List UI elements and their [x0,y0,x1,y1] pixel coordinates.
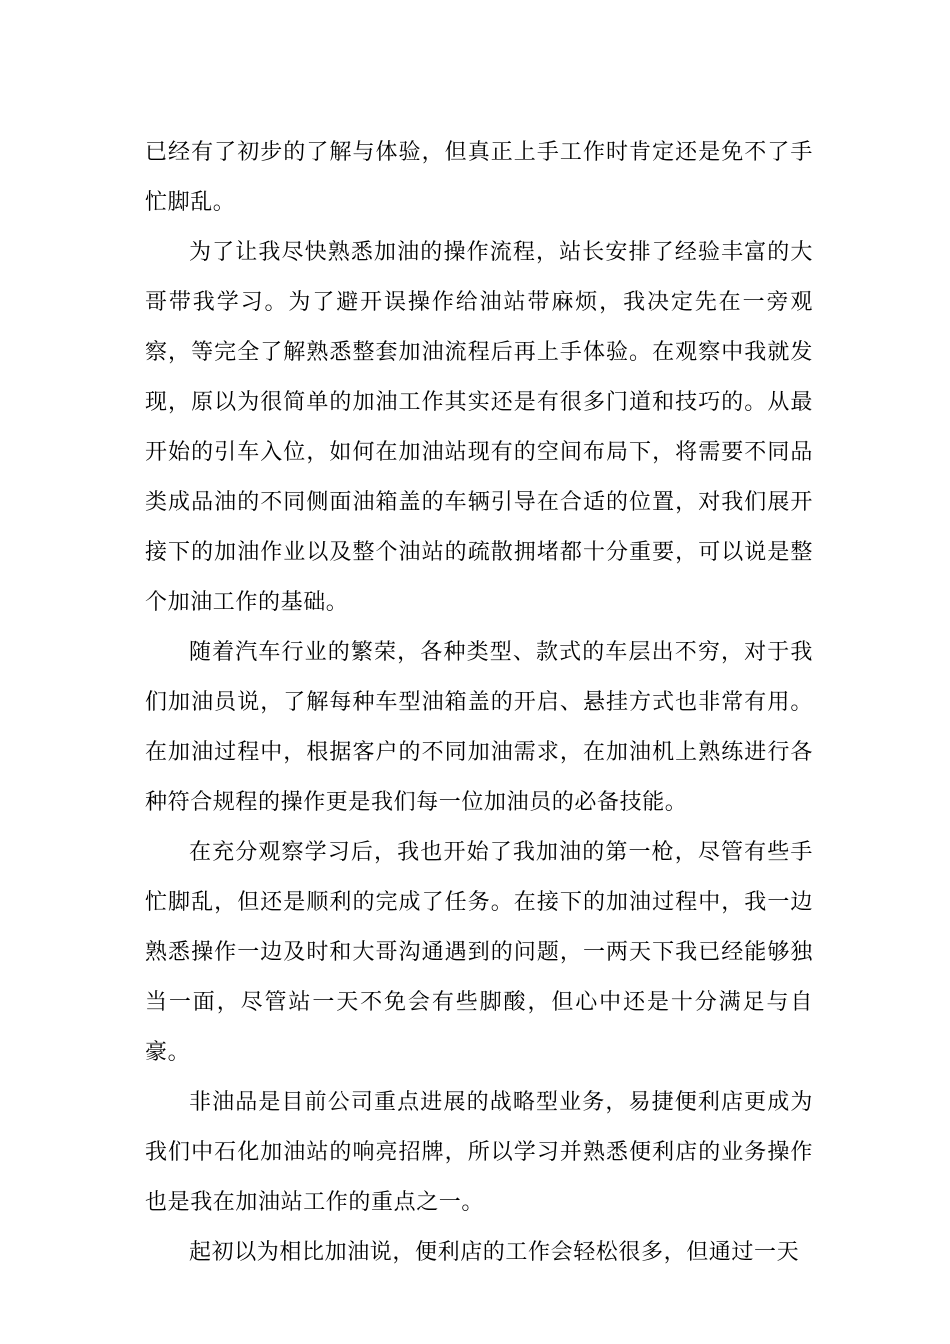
document-body [145,128,813,1278]
paragraph-3: 随着汽车行业的繁荣，各种类型、款式的车层出不穷，对于我们加油员说，了解每种车型油箱盖的开启、悬挂方式也非常有用。在加油过程中，根据客户的不同加油需求，在加油机上熟练进行各种符合规程的操作更是我们每一位加油员的必备技能。 [145,640,813,815]
paragraph-2: 为了让我尽快熟悉加油的操作流程，站长安排了经验丰富的大哥带我学习。为了避开误操作给油站带麻烦，我决定先在一旁观察，等完全了解熟悉整套加油流程后再上手体验。在观察中我就发现，原以为很简单的加油工作其实还是有很多门道和技巧的。从最开始的引车入位，如何在加油站现有的空间布局下，将需要不同品类成品油的不同侧面油箱盖的车辆引导在合适的位置，对我们展开接下的加油作业以及整个油站的疏散拥堵都十分重要，可以说是整个加油工作的基础。 [145,240,813,615]
paragraph-1: 已经有了初步的了解与体验，但真正上手工作时肯定还是免不了手忙脚乱。 [145,140,813,215]
paragraph-5: 非油品是目前公司重点进展的战略型业务，易捷便利店更成为我们中石化加油站的响亮招牌，所以学习并熟悉便利店的业务操作也是我在加油站工作的重点之一。 [145,1090,813,1215]
paragraph-4: 在充分观察学习后，我也开始了我加油的第一枪，尽管有些手忙脚乱，但还是顺利的完成了任务。在接下的加油过程中，我一边熟悉操作一边及时和大哥沟通遇到的问题，一两天下我已经能够独当一面，尽管站一天不免会有些脚酸，但心中还是十分满足与自豪。 [145,840,813,1065]
paragraph-6: 起初以为相比加油说，便利店的工作会轻松很多，但通过一天 [189,1240,800,1265]
